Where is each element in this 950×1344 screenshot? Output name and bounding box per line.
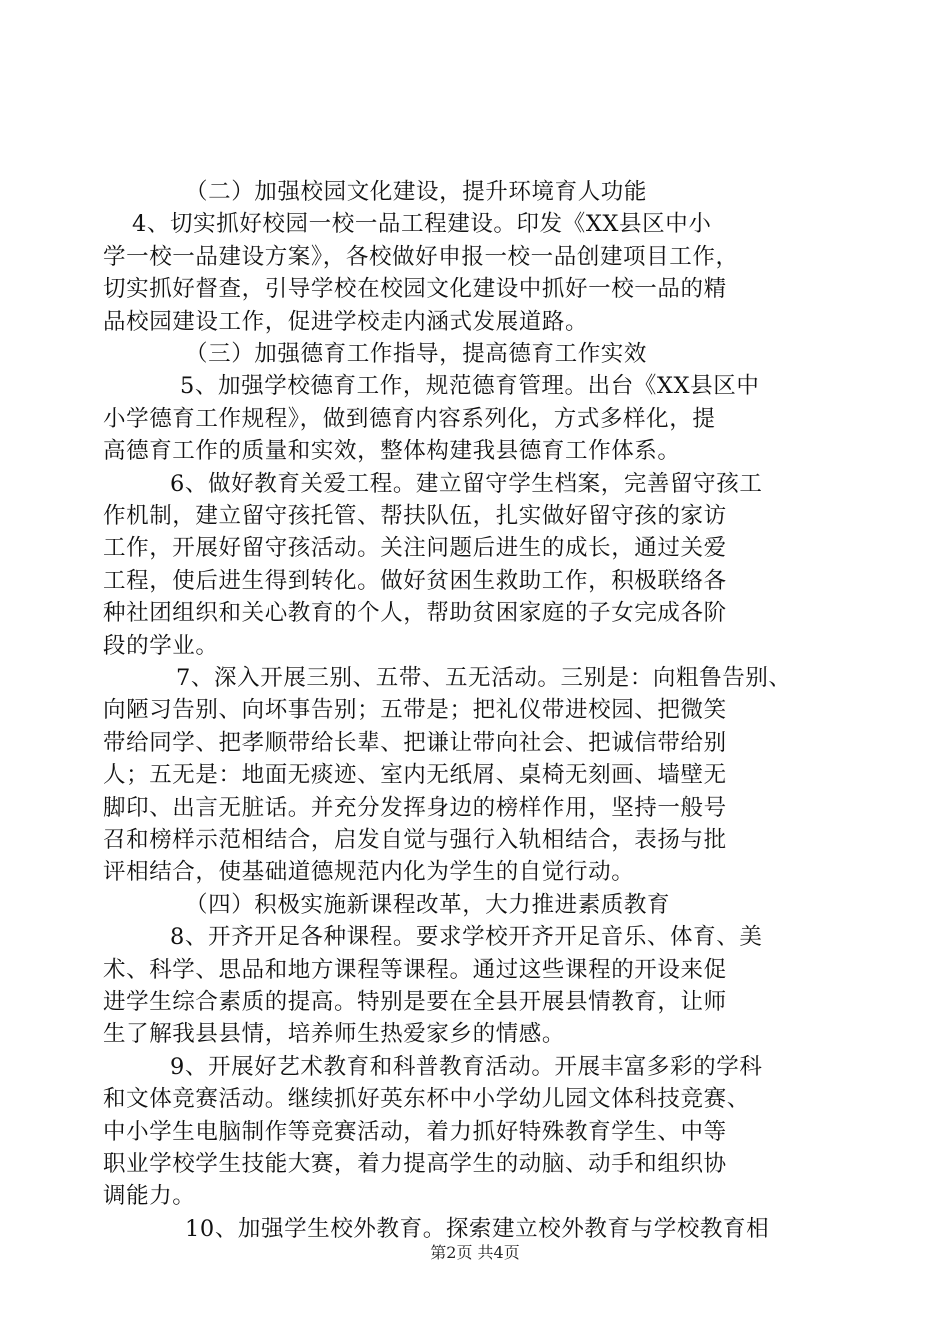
- text-line: 学一校一品建设方案》，各校做好申报一校一品创建项目工作，: [103, 243, 739, 270]
- text-line: 小学德育工作规程》，做到德育内容系列化，方式多样化，提: [103, 405, 716, 432]
- text-line: （二）加强校园文化建设，提升环境育人功能: [185, 179, 648, 205]
- text-line: 生了解我县县情，培养师生热爱家乡的情感。: [103, 1021, 566, 1048]
- text-line: 人；五无是：地面无痰迹、室内无纸屑、桌椅无刻画、墙壁无: [103, 762, 727, 789]
- text-line: 调能力。: [103, 1183, 196, 1210]
- text-line: 进学生综合素质的提高。特别是要在全县开展县情教育，让师: [103, 989, 727, 1015]
- text-line: 10、加强学生校外教育。探索建立校外教育与学校教育相: [185, 1215, 770, 1242]
- text-line: 4、切实抓好校园一校一品工程建设。印发《XX县区中小: [132, 211, 712, 238]
- text-line: （四）积极实施新课程改革，大力推进素质教育: [185, 891, 671, 918]
- text-line: 脚印、出言无脏话。并充分发挥身边的榜样作用，坚持一般号: [103, 794, 727, 821]
- text-line: 职业学校学生技能大赛，着力提高学生的动脑、动手和组织协: [103, 1151, 727, 1177]
- text-line: 高德育工作的质量和实效，整体构建我县德育工作体系。: [103, 438, 681, 465]
- text-line: 工程，使后进生得到转化。做好贫困生救助工作，积极联络各: [103, 567, 727, 594]
- text-line: 和文体竞赛活动。继续抓好英东杯中小学幼儿园文体科技竞赛、: [103, 1086, 750, 1113]
- text-line: （三）加强德育工作指导，提高德育工作实效: [185, 341, 648, 367]
- text-line: 评相结合，使基础道德规范内化为学生的自觉行动。: [103, 859, 635, 886]
- page-footer: 第2页 共4页: [430, 1243, 520, 1262]
- text-line: 8、开齐开足各种课程。要求学校开齐开足音乐、体育、美: [170, 924, 763, 951]
- text-line: 带给同学、把孝顺带给长辈、把谦让带向社会、把诚信带给别: [103, 729, 727, 756]
- text-line: 9、开展好艺术教育和科普教育活动。开展丰富多彩的学科: [170, 1053, 763, 1080]
- text-line: 作机制，建立留守孩托管、帮扶队伍，扎实做好留守孩的家访: [103, 503, 727, 529]
- text-line: 召和榜样示范相结合，启发自觉与强行入轨相结合，表扬与批: [103, 827, 727, 853]
- text-line: 向陋习告别、向坏事告别；五带是；把礼仪带进校园、把微笑: [103, 697, 727, 724]
- text-line: 工作，开展好留守孩活动。关注问题后进生的成长，通过关爱: [103, 535, 727, 562]
- text-line: 5、加强学校德育工作，规范德育管理。出台《XX县区中: [180, 373, 760, 400]
- text-line: 术、科学、思品和地方课程等课程。通过这些课程的开设来促: [103, 956, 727, 983]
- text-line: 品校园建设工作，促进学校走内涵式发展道路。: [103, 308, 589, 335]
- text-line: 切实抓好督查，引导学校在校园文化建设中抓好一校一品的精: [103, 276, 727, 303]
- text-line: 种社团组织和关心教育的个人，帮助贫困家庭的子女完成各阶: [103, 600, 727, 627]
- text-line: 7、深入开展三别、五带、五无活动。三别是：向粗鲁告别、: [176, 665, 792, 691]
- text-line: 6、做好教育关爱工程。建立留守学生档案，完善留守孩工: [170, 470, 763, 497]
- text-line: 段的学业。: [103, 632, 219, 659]
- text-line: 中小学生电脑制作等竞赛活动，着力抓好特殊教育学生、中等: [103, 1118, 727, 1145]
